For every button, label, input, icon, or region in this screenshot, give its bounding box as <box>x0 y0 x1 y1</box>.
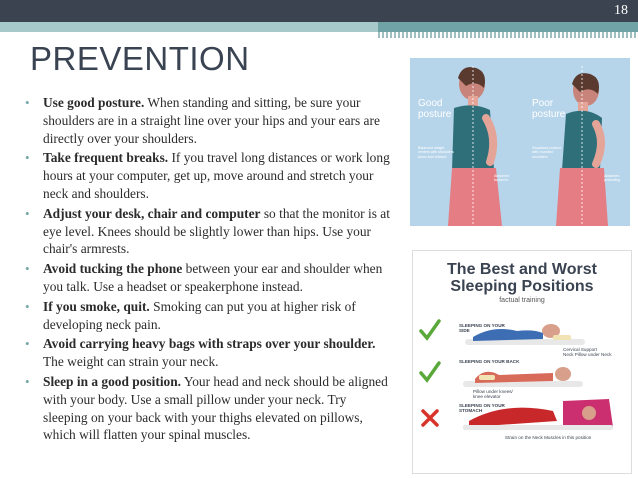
bullet-breaks: • Take frequent breaks. If you travel long distances or work long hours at your computer, get up, move around and stretch your neck and shoulders. <box>22 149 394 202</box>
teal-band-accent <box>378 22 638 32</box>
stomach-label: SLEEPING ON YOUR STOMACH <box>459 403 505 414</box>
bullet-desk: • Adjust your desk, chair and computer so that the monitor is at eye level. Knees should be slightly lower than hips. Use your chair's armrests. <box>22 205 394 258</box>
check-icon <box>421 321 439 338</box>
check-icon <box>421 363 439 380</box>
pillow-note: Pillow under knees/ knee elevator <box>473 389 513 400</box>
posture-figures-graphic <box>410 58 630 226</box>
poor-hip-note: Abdomen protruding <box>604 174 621 183</box>
cross-icon <box>423 411 437 425</box>
strain-note: Strain on the Neck Muscles in this position <box>505 435 592 440</box>
cervical-note: Cervical Support Neck Pillow under Neck <box>563 347 612 358</box>
slide-title: PREVENTION <box>30 40 250 77</box>
brand-label: factual training <box>499 297 545 304</box>
good-hip-note: Abdomen tucked in <box>494 174 510 183</box>
sleep-title-line1: The Best and Worst <box>447 261 597 278</box>
sleeping-positions-infographic <box>412 250 632 474</box>
bullet-list <box>22 94 394 446</box>
bullet-sleep: • Sleep in a good position. Your head and neck should be aligned with your body. Use a small pillow under your neck. Try sleeping on your back with your thighs elevated on pillows, which will flatten your spinal muscles. <box>22 373 394 444</box>
decorative-stripe <box>378 32 638 38</box>
bullet-posture: • Use good posture. When standing and sitting, be sure your shoulders are in a straight line over your hips and your ears are directly over your shoulders. <box>22 94 394 147</box>
good-posture-label: Good posture <box>418 98 452 120</box>
poor-posture-label: Poor posture <box>532 98 566 120</box>
top-bar <box>0 0 638 22</box>
good-posture-note: Balanced weight centers with shoulders down and relaxed <box>418 146 454 159</box>
posture-illustration <box>410 58 630 226</box>
bullet-phone: • Avoid tucking the phone between your ear and shoulder when you talk. Use a headset or speakerphone instead. <box>22 260 394 296</box>
poor-posture-note: Swayback posture with rounded shoulders <box>532 146 562 159</box>
side-label: SLEEPING ON YOUR SIDE <box>459 323 505 334</box>
bullet-smoking: • If you smoke, quit. Smoking can put you at higher risk of developing neck pain. <box>22 298 394 334</box>
slide-number: 18 <box>614 3 628 18</box>
sleep-title-line2: Sleeping Positions <box>450 278 594 295</box>
bullet-bags: • Avoid carrying heavy bags with straps over your shoulder. The weight can strain your neck. <box>22 335 394 371</box>
back-label: SLEEPING ON YOUR BACK <box>459 359 520 364</box>
